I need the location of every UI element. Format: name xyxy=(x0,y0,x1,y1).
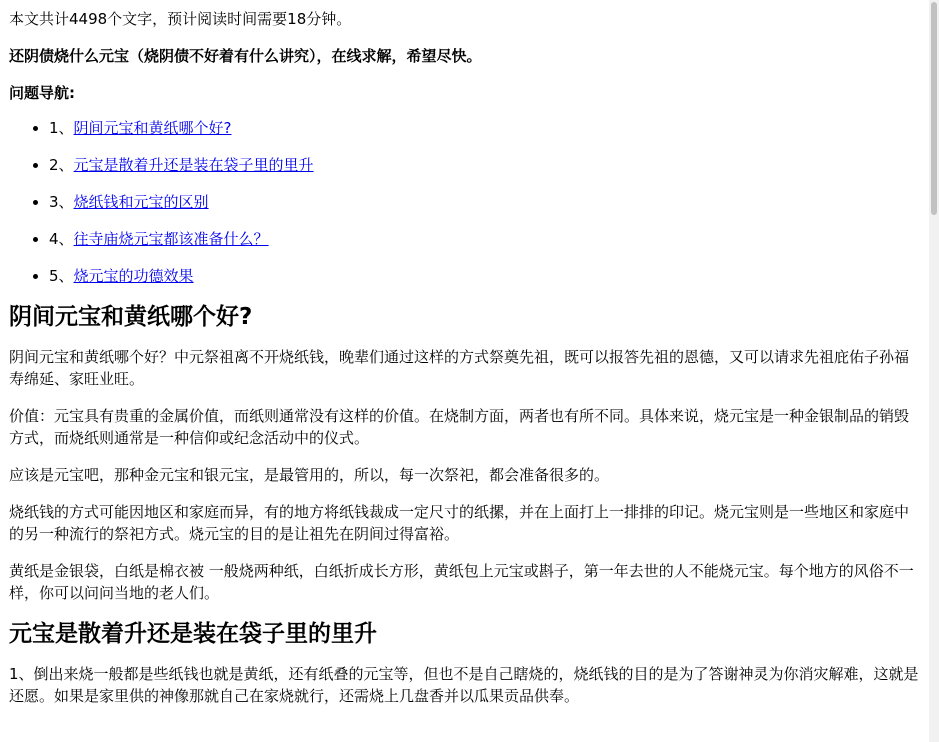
toc-item-number: 5、 xyxy=(49,267,74,285)
toc-item-number: 2、 xyxy=(49,156,74,174)
scrollbar-thumb[interactable] xyxy=(931,2,937,215)
toc-item-number: 3、 xyxy=(49,193,74,211)
toc-item xyxy=(49,154,921,176)
toc-item xyxy=(49,117,921,139)
lead-question: 还阴债烧什么元宝（烧阴债不好着有什么讲究），在线求解，希望尽快。 xyxy=(9,47,482,65)
toc-item-number: 4、 xyxy=(49,230,74,248)
toc-link-1[interactable]: 阴间元宝和黄纸哪个好? xyxy=(73,119,232,137)
section-1-paragraph: 价值：元宝具有贵重的金属价值，而纸则通常没有这样的价值。在烧制方面，两者也有所不同。具体来说，烧元宝是一种金银制品的销毁方式，而烧纸则通常是一种信仰或纪念活动中的仪式。 xyxy=(9,407,910,447)
toc-item xyxy=(49,265,921,287)
toc-item xyxy=(49,228,921,250)
toc-title: 问题导航: xyxy=(9,84,75,102)
toc-item xyxy=(49,191,921,213)
toc-link-2[interactable]: 元宝是散着升还是装在袋子里的里升 xyxy=(73,156,314,174)
section-1-paragraph: 应该是元宝吧，那种金元宝和银元宝，是最管用的，所以，每一次祭祀，都会准备很多的。 xyxy=(9,466,610,484)
vertical-scrollbar[interactable] xyxy=(929,0,939,742)
section-heading-1: 阴间元宝和黄纸哪个好? xyxy=(9,304,253,330)
toc-item-number: 1、 xyxy=(49,119,74,137)
section-2 xyxy=(9,619,921,707)
section-1 xyxy=(9,302,921,604)
reading-time-note: 本文共计4498个文字，预计阅读时间需要18分钟。 xyxy=(9,10,352,28)
section-1-paragraph: 黄纸是金银袋，白纸是棉衣被 一般烧两种纸，白纸折成长方形，黄纸包上元宝或斟子，第一年去世的人不能烧元宝。每个地方的风俗不一样，你可以问问当地的老人们。 xyxy=(9,562,914,602)
section-2-paragraph: 1、倒出来烧一般都是些纸钱也就是黄纸，还有纸叠的元宝等，但也不是自己瞎烧的，烧纸钱的目的是为了答谢神灵为你消灾解难，这就是还愿。如果是家里供的神像那就自己在家烧就行，还需烧上几盘香并以瓜果贡品供奉。 xyxy=(9,665,919,705)
section-1-paragraph: 烧纸钱的方式可能因地区和家庭而异，有的地方将纸钱裁成一定尺寸的纸摞，并在上面打上一排排的印记。烧元宝则是一些地区和家庭中的另一种流行的祭祀方式。烧元宝的目的是让祖先在阴间过得富裕。 xyxy=(9,503,910,543)
section-1-paragraph: 阴间元宝和黄纸哪个好？中元祭祖离不开烧纸钱，晚辈们通过这样的方式祭奠先祖，既可以报答先祖的恩德，又可以请求先祖庇佑子孙福寿绵延、家旺业旺。 xyxy=(9,348,910,388)
toc-link-3[interactable]: 烧纸钱和元宝的区别 xyxy=(73,193,209,211)
toc-link-5[interactable]: 烧元宝的功德效果 xyxy=(73,267,194,285)
section-heading-2: 元宝是散着升还是装在袋子里的里升 xyxy=(9,621,377,647)
toc-link-4[interactable]: 往寺庙烧元宝都该准备什么？ xyxy=(73,230,269,248)
toc-list xyxy=(9,117,921,287)
